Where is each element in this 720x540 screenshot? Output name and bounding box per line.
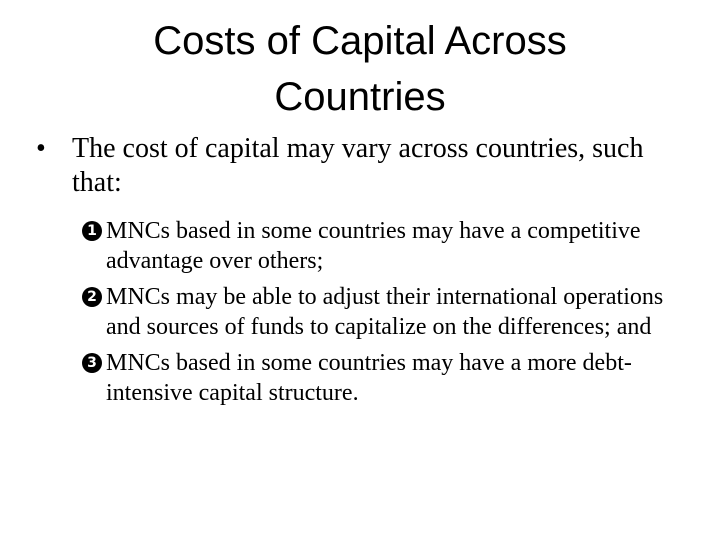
slide-body (0, 132, 720, 408)
slide-title-line-1: Costs of Capital Across (153, 19, 567, 63)
sub-item-2-text: MNCs may be able to adjust their international operations and sources of funds to capitalize on the differences; and (106, 284, 664, 340)
sub-item-3 (82, 348, 676, 408)
bullet-marker: • (36, 133, 46, 164)
sub-item-1 (82, 216, 676, 276)
sub-item-2 (82, 282, 676, 342)
main-bullet (36, 132, 692, 200)
sub-item-3-text: MNCs based in some countries may have a more debt-intensive capital structure. (106, 350, 632, 406)
main-bullet-text: The cost of capital may vary across countries, such that: (72, 133, 644, 198)
sub-item-1-text: MNCs based in some countries may have a competitive advantage over others; (106, 218, 641, 274)
slide-title-line-2: Countries (274, 75, 446, 119)
number-2-icon: 2 (82, 287, 102, 307)
number-1-icon: 1 (82, 221, 102, 241)
number-3-icon: 3 (82, 353, 102, 373)
